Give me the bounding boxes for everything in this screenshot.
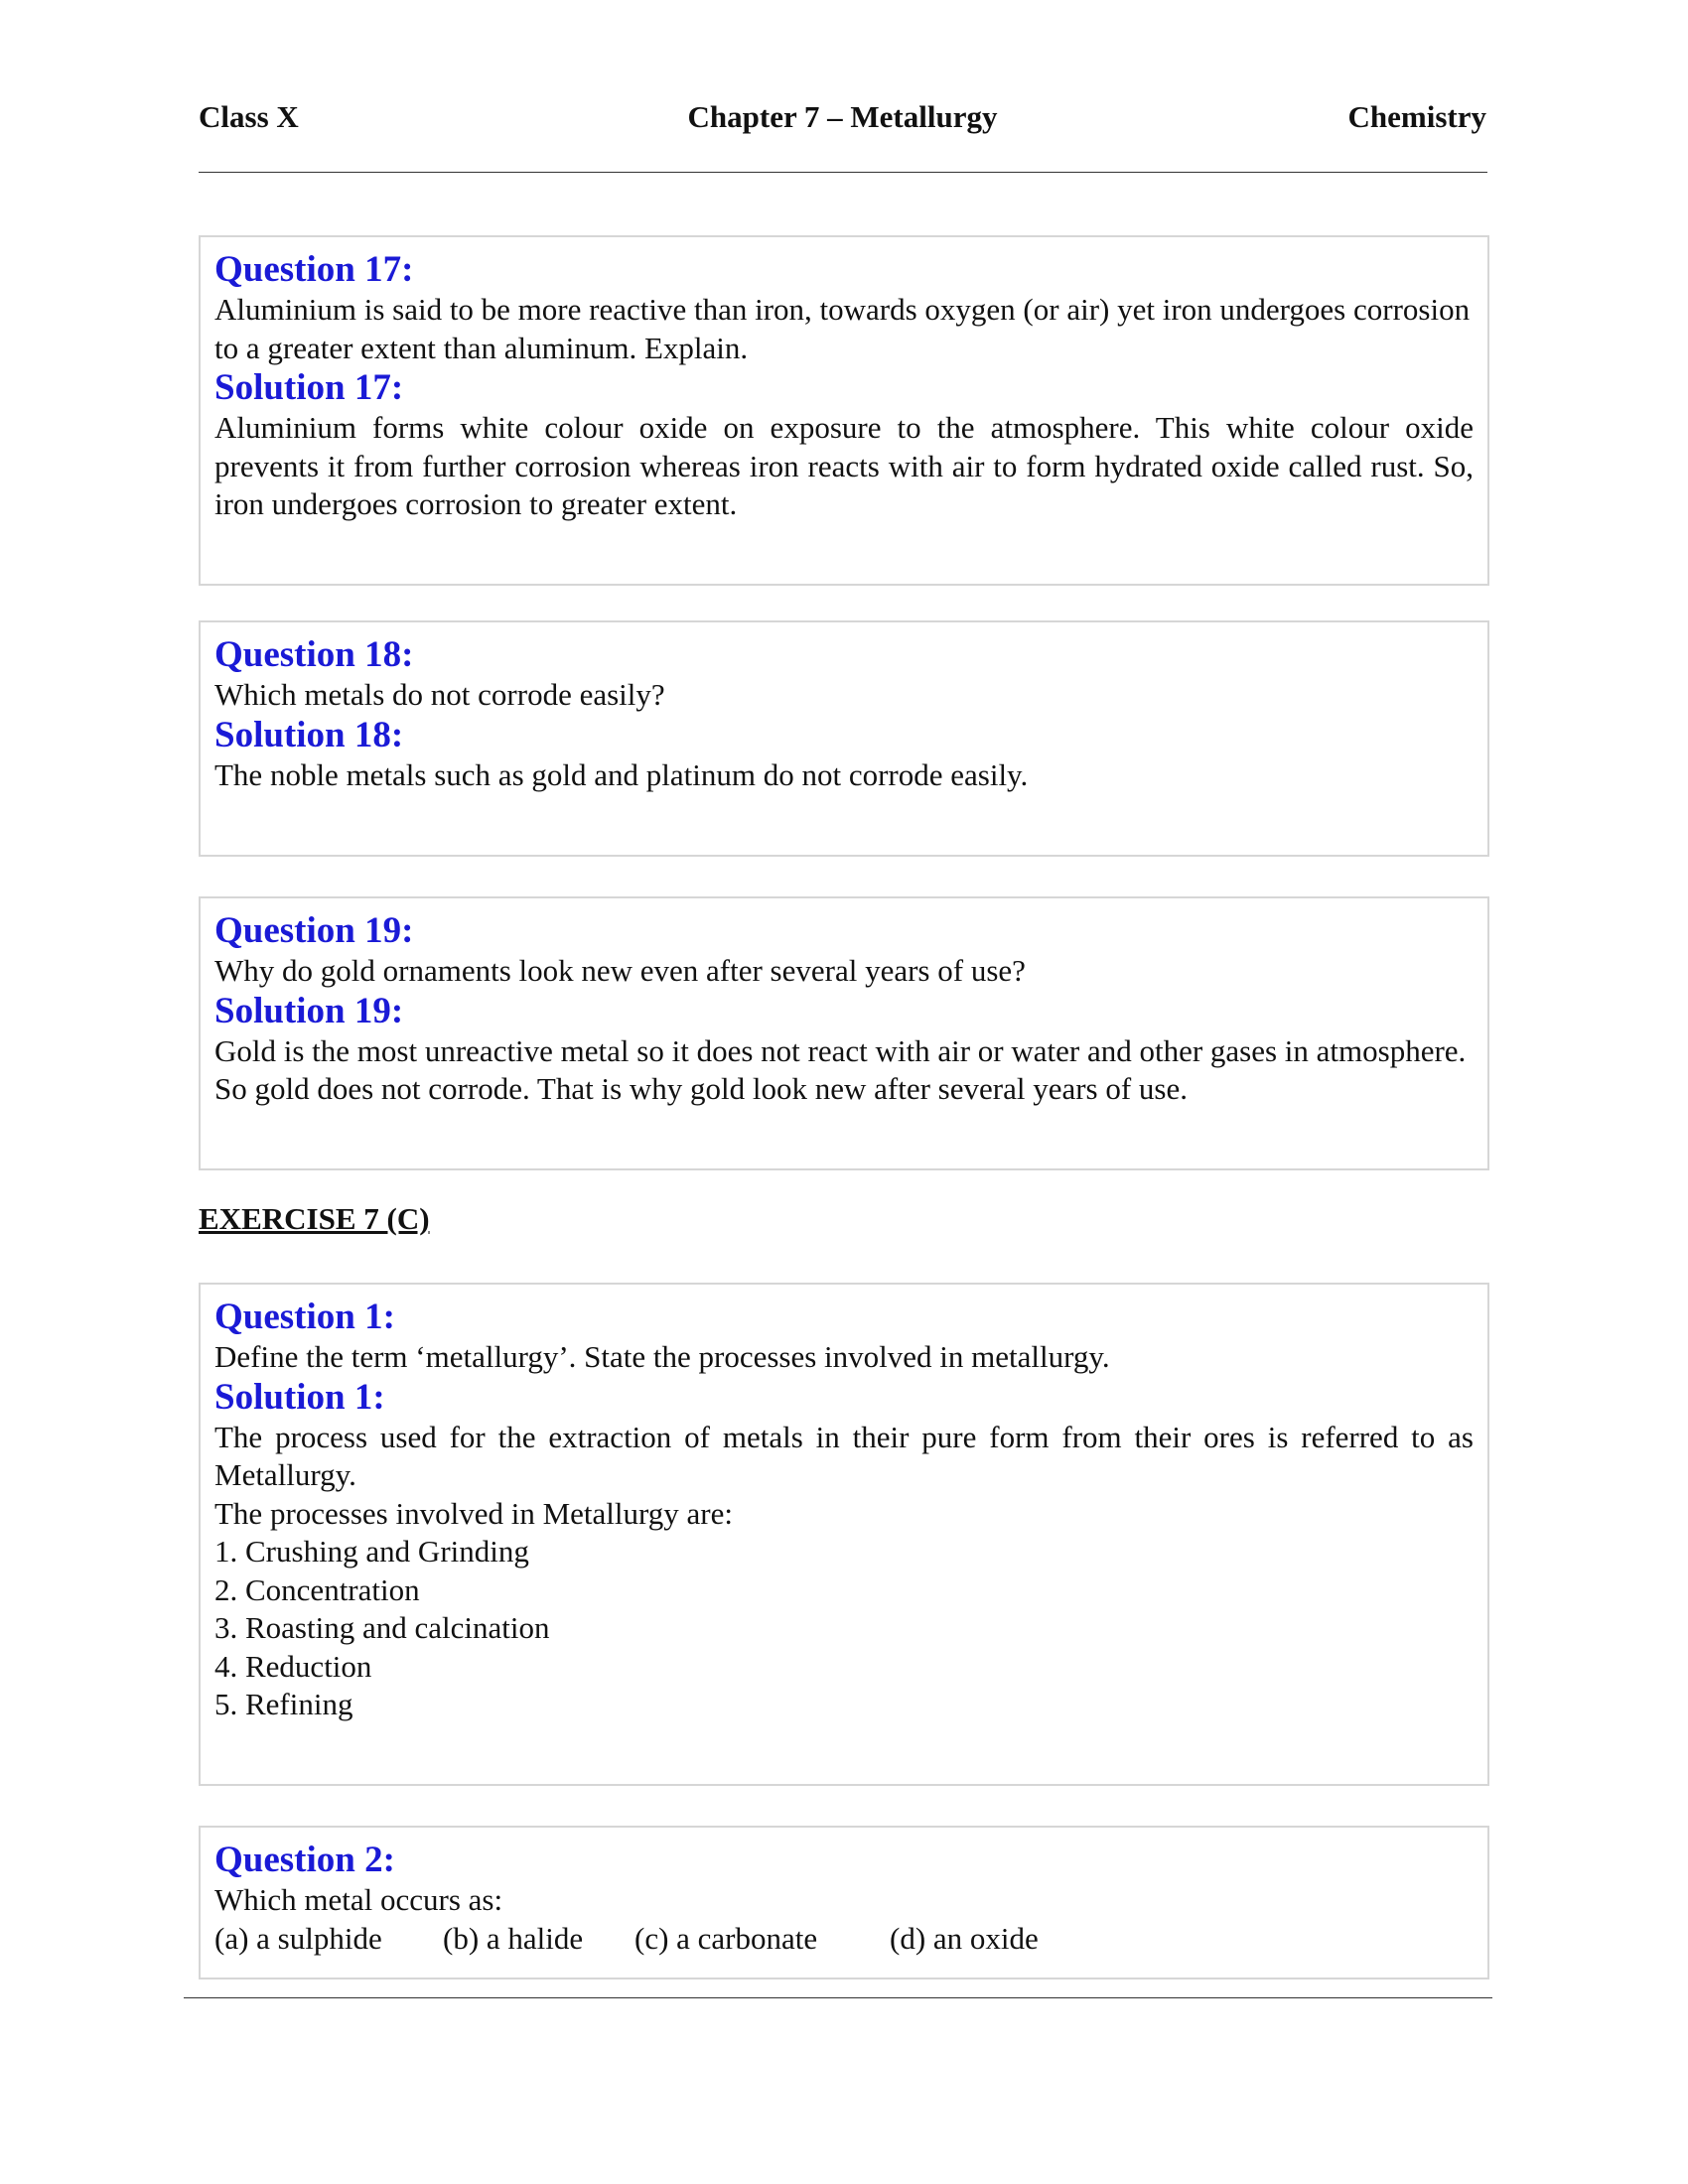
exercise-question-2-text: Which metal occurs as: (214, 1882, 503, 1917)
solution-18-text: The noble metals such as gold and platinum do not corrode easily. (214, 756, 1029, 792)
exercise-heading: EXERCISE 7 (C) (199, 1201, 430, 1236)
question-17-label: Question 17: (214, 249, 414, 290)
question-19-text: Why do gold ornaments look new even after several years of use? (214, 953, 1026, 988)
question-18-box (199, 620, 1489, 857)
option-b: (b) a halide (443, 1920, 584, 1956)
solution-17-label: Solution 17: (214, 367, 404, 408)
exercise-question-2-box (199, 1826, 1489, 1979)
solution-18-label: Solution 18: (214, 714, 404, 755)
question-19-box (199, 896, 1489, 1170)
exercise-question-2-label: Question 2: (214, 1840, 395, 1880)
option-a: (a) a sulphide (214, 1920, 382, 1956)
header-divider (199, 172, 1487, 173)
question-17-text: Aluminium is said to be more reactive than iron, towards oxygen (or air) yet iron undergoes corrosion to a greater extent than aluminum. Explain. (214, 292, 1471, 365)
footer-divider (184, 1997, 1492, 1998)
process-list-item: 3. Roasting and calcination (214, 1610, 550, 1645)
exercise-solution-1-label: Solution 1: (214, 1376, 385, 1418)
exercise-question-1-label: Question 1: (214, 1297, 395, 1337)
process-list-item: 4. Reduction (214, 1648, 372, 1684)
process-list-item: 5. Refining (214, 1687, 353, 1721)
question-18-text: Which metals do not corrode easily? (214, 677, 665, 712)
solution-19-label: Solution 19: (214, 990, 404, 1031)
exercise-solution-1-text: The process used for the extraction of metals in their pure form from their ores is referred to as Metallurgy. (214, 1419, 1474, 1492)
question-19-label: Question 19: (214, 910, 414, 951)
solution-19-text: Gold is the most unreactive metal so it does not react with air or water and other gases in atmosphere. So gold does not corrode. That is why gold look new after several years of use. (214, 1032, 1467, 1106)
processes-intro: The processes involved in Metallurgy are: (214, 1495, 733, 1531)
header-subject: Chemistry (1347, 99, 1486, 134)
question-17-box (199, 235, 1489, 586)
process-list-item: 1. Crushing and Grinding (214, 1534, 529, 1569)
exercise-question-2-options (214, 1920, 1474, 1959)
header-chapter: Chapter 7 – Metallurgy (687, 99, 998, 134)
header-class: Class X (199, 99, 299, 134)
exercise-question-1-box (199, 1283, 1489, 1786)
option-c: (c) a carbonate (634, 1920, 818, 1956)
page-header (199, 99, 1486, 141)
process-list-item: 2. Concentration (214, 1571, 420, 1607)
question-18-label: Question 18: (214, 634, 414, 675)
option-d: (d) an oxide (890, 1920, 1039, 1956)
solution-17-text: Aluminium forms white colour oxide on exposure to the atmosphere. This white colour oxide prevents it from further corrosion whereas iron reacts with air to form hydrated oxide called rust. So, iron undergoes corrosion to greater extent. (214, 410, 1474, 521)
exercise-question-1-text: Define the term ‘metallurgy’. State the processes involved in metallurgy. (214, 1339, 1110, 1374)
